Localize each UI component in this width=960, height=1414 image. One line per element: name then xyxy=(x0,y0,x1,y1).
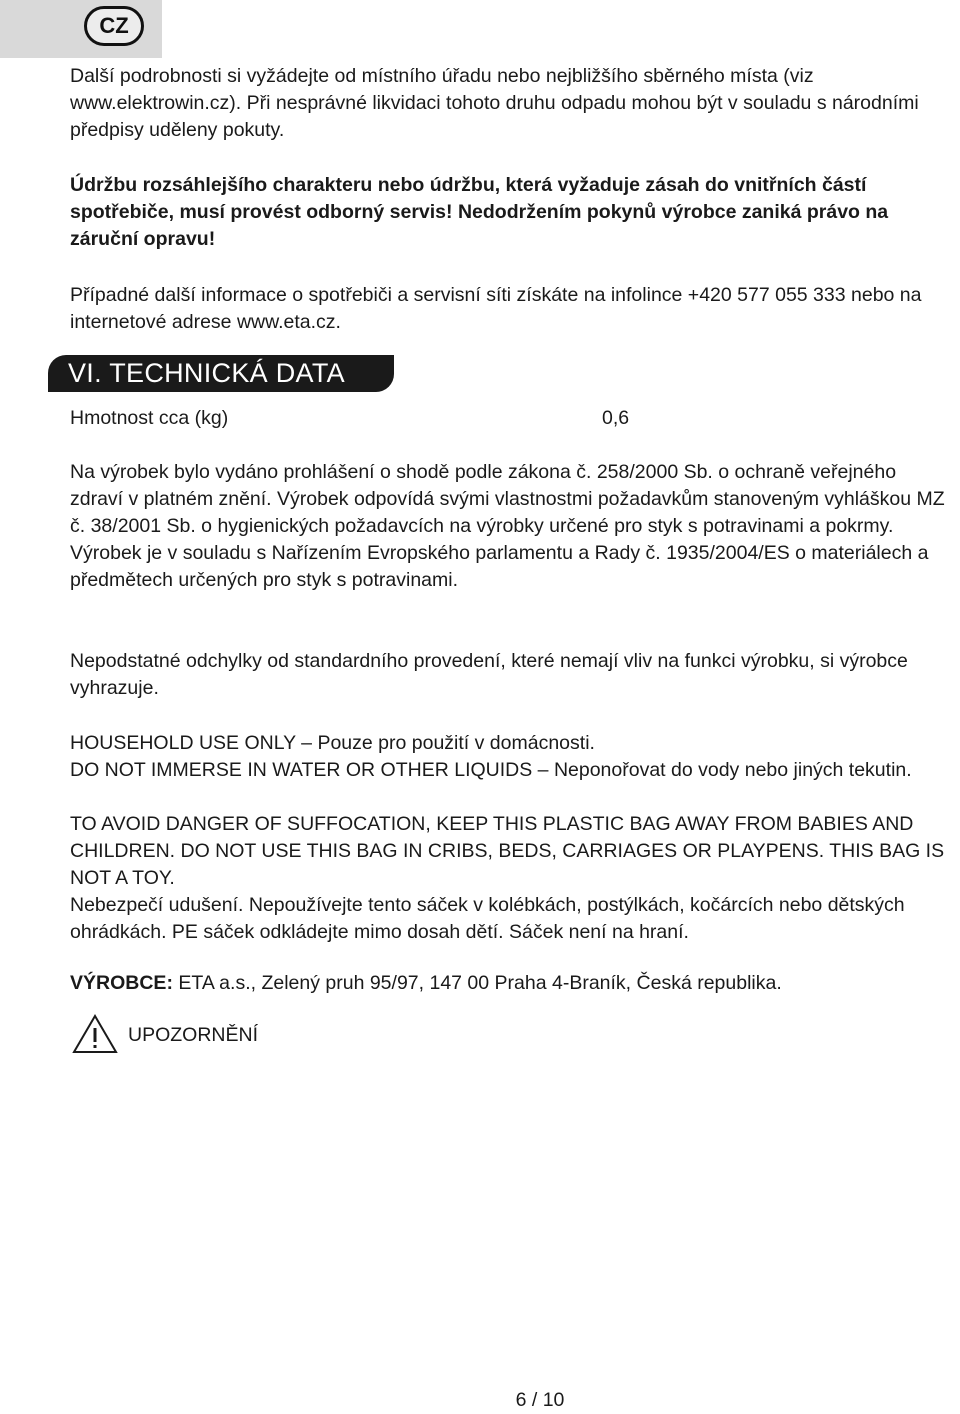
caution-label: UPOZORNĚNÍ xyxy=(128,1024,259,1046)
suffocation-warning-cz: Nebezpečí udušení. Nepoužívejte tento sáček v kolébkách, postýlkách, kočárcích nebo dětských ohrádkách. PE sáček odkládejte mimo dosah dětí. Sáček není na hraní. xyxy=(70,894,905,943)
section-heading-technical-data: VI. TECHNICKÁ DATA xyxy=(48,355,394,392)
manufacturer-line: VÝROBCE: ETA a.s., Zelený pruh 95/97, 147 00 Praha 4-Braník, Česká republika. xyxy=(70,972,782,994)
infoline-paragraph: Případné další informace o spotřebiči a servisní síti získáte na infolince +420 577 055 333 nebo na internetové adrese www.eta.cz. xyxy=(70,284,922,333)
deviation-note-paragraph: Nepodstatné odchylky od standardního provedení, které nemají vliv na funkci výrobku, si výrobce vyhrazuje. xyxy=(70,650,908,699)
language-tab xyxy=(0,0,162,58)
household-warning: HOUSEHOLD USE ONLY – Pouze pro použití v domácnosti. xyxy=(70,732,595,754)
household-warning-en: HOUSEHOLD USE ONLY xyxy=(70,732,296,754)
immerse-warning-en: DO NOT IMMERSE IN WATER OR OTHER LIQUIDS xyxy=(70,759,533,781)
immerse-warning: DO NOT IMMERSE IN WATER OR OTHER LIQUIDS – Neponořovat do vody nebo jiných tekutin. xyxy=(70,759,912,781)
warning-triangle-icon xyxy=(72,1014,118,1054)
weight-label: Hmotnost cca (kg) xyxy=(70,407,229,429)
disposal-info-paragraph: Další podrobnosti si vyžádejte od místního úřadu nebo nejbližšího sběrného místa (viz www.elektrowin.cz). Při nesprávné likvidaci tohoto druhu odpadu mohou být v souladu s národními předpisy uděleny pokuty. xyxy=(70,65,919,141)
manufacturer-details: ETA a.s., Zelený pruh 95/97, 147 00 Praha 4-Braník, Česká republika. xyxy=(178,972,782,994)
service-warning-paragraph: Údržbu rozsáhlejšího charakteru nebo údržbu, která vyžaduje zásah do vnitřních částí spotřebiče, musí provést odborný servis! Nedodržením pokynů výrobce zaniká právo na záruční opravu! xyxy=(70,174,889,250)
household-warning-cz: Pouze pro použití v domácnosti. xyxy=(317,732,595,754)
suffocation-warning-en: TO AVOID DANGER OF SUFFOCATION, KEEP THIS PLASTIC BAG AWAY FROM BABIES AND CHILDREN. DO NOT USE THIS BAG IN CRIBS, BEDS, CARRIAGES OR PLAYPENS. THIS BAG IS NOT A TOY. xyxy=(70,813,945,889)
manufacturer-label: VÝROBCE xyxy=(70,972,167,994)
language-badge: CZ xyxy=(84,6,144,46)
page-number: 6 / 10 xyxy=(515,1389,565,1411)
conformity-paragraph: Na výrobek bylo vydáno prohlášení o shodě podle zákona č. 258/2000 Sb. o ochraně veřejného zdraví v platném znění. Výrobek odpovídá svými vlastnostmi požadavkům stanoveným vyhláškou MZ č. 38/2001 Sb. o hygienických požadavcích na výrobky určené pro styk s potravinami a pokrmy. Výrobek je v souladu s Nařízením Evropského parlamentu a Rady č. 1935/2004/ES o materiálech a předmětech určených pro styk s potravinami. xyxy=(70,461,945,591)
weight-value: 0,6 xyxy=(602,407,630,429)
immerse-warning-cz: Neponořovat do vody nebo jiných tekutin. xyxy=(553,759,912,781)
